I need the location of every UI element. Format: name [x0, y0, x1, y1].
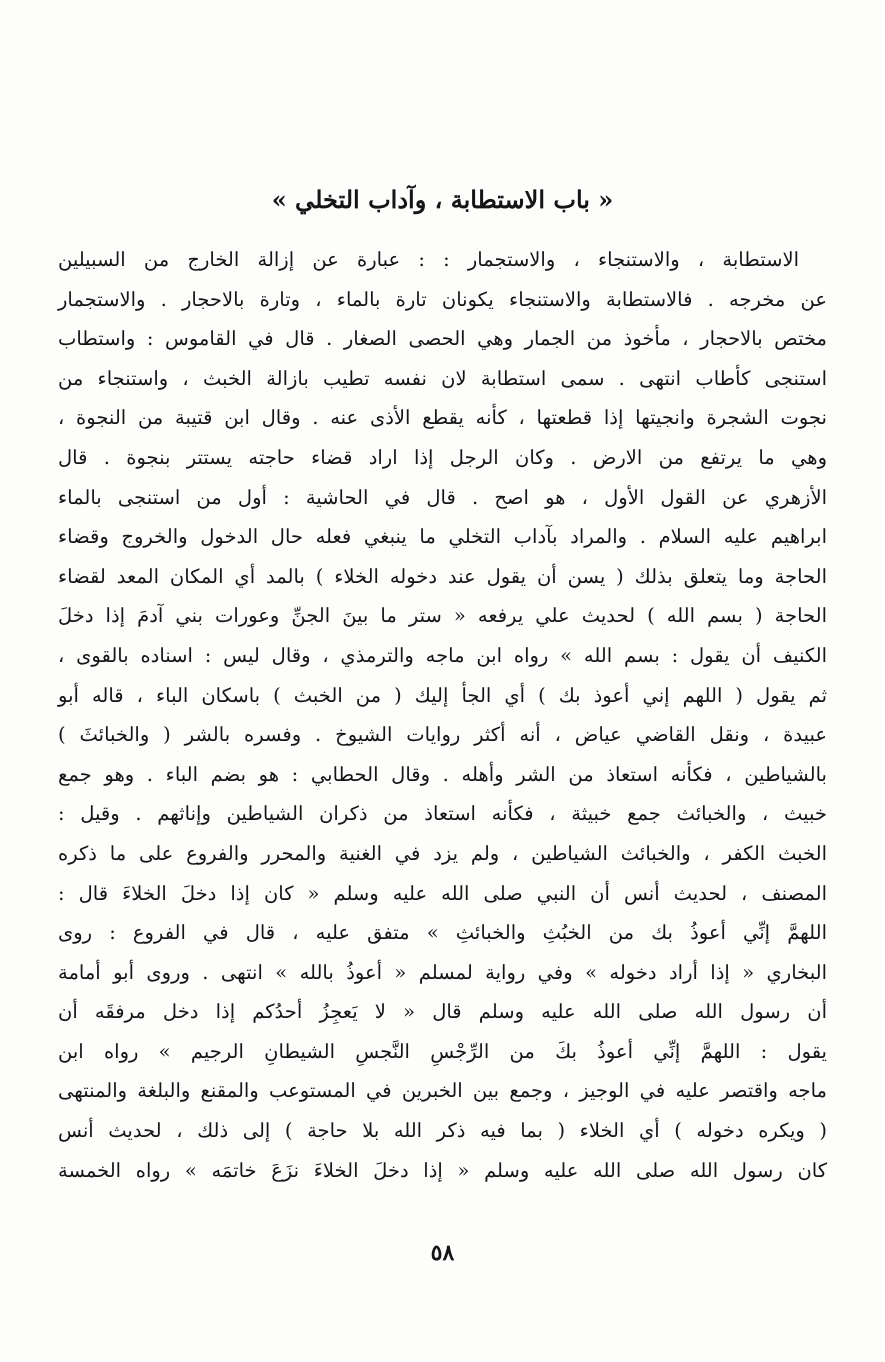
text-line: ثم يقول ( اللهم إني أعوذ بك ) أي الجأ إليك ( من الخبث ) باسكان الباء ، قاله أبو	[58, 683, 827, 707]
text-line: مختص بالاحجار ، مأخوذ من الجمار وهي الحصى الصغار . قال في القاموس : واستطاب	[58, 327, 827, 351]
text-line: اللهمَّ إنِّي أعوذُ بك من الخبُثِ والخبائثِ » متفق عليه ، قال في الفروع : روى	[58, 921, 827, 945]
text-line: الخبث الكفر ، والخبائث الشياطين ، ولم يزد في الغنية والمحرر والفروع على ما ذكره	[58, 841, 827, 865]
text-line: البخاري « إذا أراد دخوله » وفي رواية لمسلم « أعوذُ بالله » انتهى . وروى أبو أمامة	[58, 960, 827, 984]
text-line: ماجه واقتصر عليه في الوجيز ، وجمع بين الخبرين في المستوعب والمقنع والبلغة والمنتهى	[58, 1079, 827, 1103]
text-line: الكنيف أن يقول : بسم الله » رواه ابن ماجه والترمذي ، وقال ليس : اسناده بالقوى ،	[58, 643, 827, 667]
text-line: أن رسول الله صلى الله عليه وسلم قال « لا يَعجِزُ أحدُكم إذا دخل مرفقَه أن	[58, 1000, 827, 1024]
text-line: عبيدة ، ونقل القاضي عياض ، أنه أكثر روايات الشيوخ . وفسره بالشر ( والخبائثَ )	[58, 723, 827, 747]
chapter-title: « باب الاستطابة ، وآداب التخلي »	[271, 185, 614, 214]
text-line: الاستطابة ، والاستنجاء ، والاستجمار : : عبارة عن إزالة الخارج من السبيلين	[58, 248, 799, 271]
text-line: وهي ما يرتفع من الارض . وكان الرجل إذا اراد قضاء حاجته يستتر بنجوة . قال	[58, 445, 827, 469]
text-line: الحاجة وما يتعلق بذلك ( يسن أن يقول عند دخوله الخلاء ) بالمد أي المكان المعد لقضاء	[58, 564, 827, 588]
text-line: ابراهيم عليه السلام . والمراد بآداب التخلي ما ينبغي فعله حال الدخول والخروج وقضاء	[58, 525, 827, 549]
text-line: يقول : اللهمَّ إنِّي أعوذُ بكَ من الرِّجْسِ النَّجسِ الشيطانِ الرجيم » رواه ابن	[58, 1039, 827, 1063]
text-line: بالشياطين ، فكأنه استعاذ من الشر وأهله . وقال الحطابي : هو بضم الباء . وهو جمع	[58, 762, 827, 786]
text-line: ( ويكره دخوله ) أي الخلاء ( بما فيه ذكر الله بلا حاجة ) إلى ذلك ، لحديث أنس	[58, 1119, 827, 1143]
text-line: عن مخرجه . فالاستطابة والاستنجاء يكونان تارة بالماء ، وتارة بالاحجار . والاستجمار	[58, 287, 827, 311]
body-text	[58, 240, 827, 1190]
page-number: ٥٨	[430, 1240, 455, 1266]
text-line: نجوت الشجرة وانجيتها إذا قطعتها ، كأنه يقطع الأذى عنه . وقال ابن قتيبة من النجوة ،	[58, 406, 827, 430]
text-line: الأزهري عن القول الأول ، هو اصح . قال في الحاشية : أول من استنجى بالماء	[58, 485, 827, 509]
text-line: الحاجة ( بسم الله ) لحديث علي يرفعه « ستر ما بينَ الجنِّ وعورات بني آدمَ إذا دخلَ	[58, 604, 827, 628]
text-line: كان رسول الله صلى الله عليه وسلم « إذا دخلَ الخلاءَ نزَعَ خاتمَه » رواه الخمسة	[58, 1158, 827, 1182]
text-line: خبيث ، والخبائث جمع خبيثة ، فكأنه استعاذ من ذكران الشياطين وإناثهم . وقيل :	[58, 802, 827, 826]
text-line: المصنف ، لحديث أنس أن النبي صلى الله عليه وسلم « كان إذا دخلَ الخلاءَ قال :	[58, 881, 827, 905]
text-line: استنجى كأطاب انتهى . سمى استطابة لان نفسه تطيب بازالة الخبث ، واستنجاء من	[58, 366, 827, 390]
